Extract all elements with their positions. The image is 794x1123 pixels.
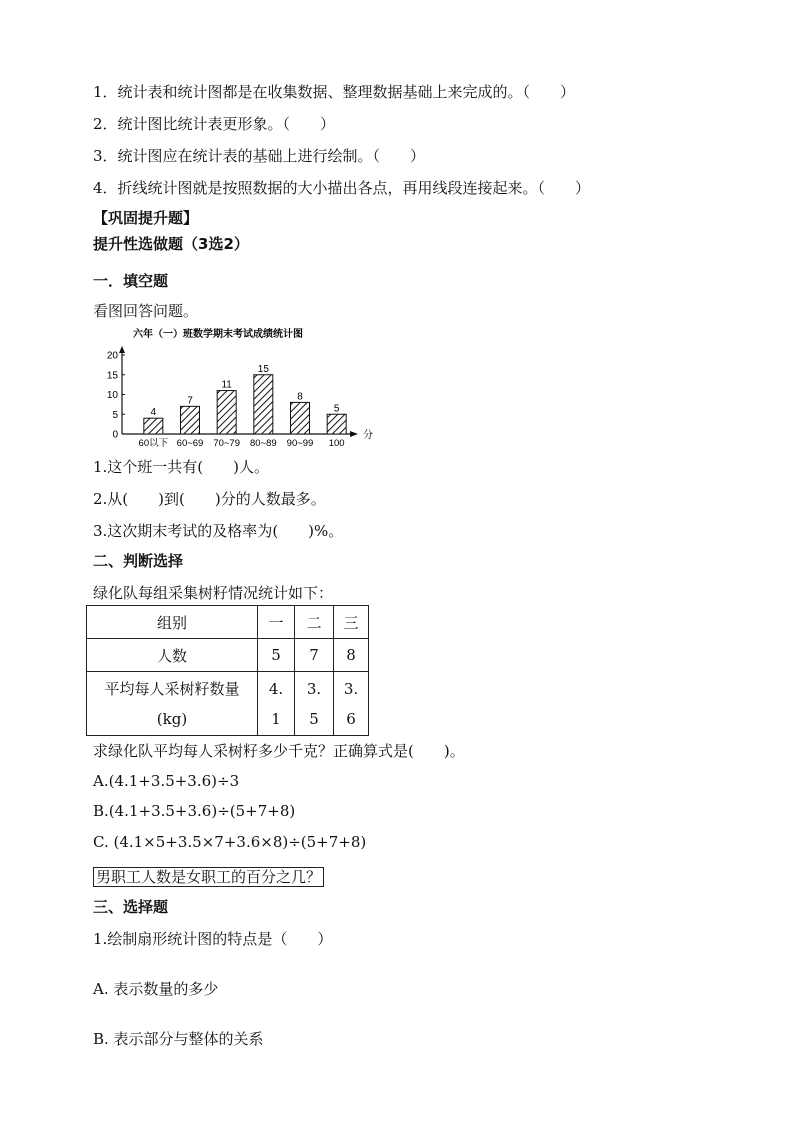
bar xyxy=(144,418,163,434)
y-tick-label: 20 xyxy=(106,350,118,362)
y-tick-label: 10 xyxy=(106,390,118,401)
section-header: 【巩固提升题】 xyxy=(93,209,199,227)
bar xyxy=(181,406,200,434)
bar-value-label: 8 xyxy=(297,391,303,403)
x-tick-label: 60以下 xyxy=(138,438,169,449)
table-cell: 8 xyxy=(334,639,369,672)
part3-option-b: B. 表示部分与整体的关系 xyxy=(93,1030,264,1048)
x-tick-label: 80~89 xyxy=(249,438,277,449)
table-cell: 7 xyxy=(295,639,334,672)
chart-title: 六年（一）班数学期末考试成绩统计图 xyxy=(133,329,303,340)
part2-option-a: A.(4.1+3.5+3.6)÷3 xyxy=(93,772,240,790)
part3-option-a: A. 表示数量的多少 xyxy=(93,980,219,998)
bar xyxy=(254,375,273,434)
part2-title: 二、判断选择 xyxy=(93,552,184,570)
table-cell-line: (kg) xyxy=(156,709,188,728)
table-row xyxy=(87,672,369,736)
y-tick-label: 15 xyxy=(106,370,118,382)
table-cell-line: 3. xyxy=(306,679,322,698)
part2-option-c: C. (4.1×5+3.5×7+3.6×8)÷(5+7+8) xyxy=(93,833,367,851)
part3-question: 1.绘制扇形统计图的特点是（ ） xyxy=(93,930,333,948)
x-axis-arrow xyxy=(350,431,358,437)
table-header-cell: 一 xyxy=(258,606,295,639)
boxed-question-text: 男职工人数是女职工的百分之几？ xyxy=(93,867,324,887)
table-row xyxy=(87,606,369,639)
judgement-item-3: 3．统计图应在统计表的基础上进行绘制。（ ） xyxy=(93,147,426,165)
table-cell-line: 5 xyxy=(309,709,319,728)
table-header-cell: 二 xyxy=(295,606,334,639)
bar-value-label: 15 xyxy=(257,363,269,375)
part3-title: 三、选择题 xyxy=(93,898,169,916)
table-cell-line: 4. xyxy=(268,679,284,698)
y-tick-label: 0 xyxy=(112,429,118,441)
judgement-item-4: 4．折线统计图就是按照数据的大小描出各点，再用线段连接起来。（ ） xyxy=(93,179,591,197)
table-cell-line: 平均每人采树籽数量 xyxy=(104,679,240,698)
part2-option-b: B.(4.1+3.5+3.6)÷(5+7+8) xyxy=(93,802,296,820)
table-cell xyxy=(295,672,334,736)
table-header-cell: 三 xyxy=(334,606,369,639)
table-cell xyxy=(258,672,295,736)
table-cell-line: 1 xyxy=(271,709,281,728)
part1-title: 一．填空题 xyxy=(93,272,169,290)
score-bar-chart xyxy=(90,322,373,452)
part1-question-1: 1.这个班一共有( )人。 xyxy=(93,458,270,476)
table-cell: 5 xyxy=(258,639,295,672)
bar xyxy=(327,414,346,434)
x-tick-label: 70~79 xyxy=(213,438,241,449)
table-cell xyxy=(87,672,258,736)
seed-table xyxy=(86,605,369,736)
table-cell xyxy=(334,672,369,736)
y-tick-label: 5 xyxy=(112,409,118,421)
judgement-item-1: 1．统计表和统计图都是在收集数据、整理数据基础上来完成的。（ ） xyxy=(93,83,576,101)
table-row xyxy=(87,639,369,672)
part1-question-2: 2.从( )到( )分的人数最多。 xyxy=(93,490,326,508)
x-tick-label: 100 xyxy=(328,438,345,449)
x-tick-label: 90~99 xyxy=(286,438,314,449)
boxed-question xyxy=(93,866,324,887)
y-axis-arrow xyxy=(119,346,125,353)
x-axis-label: 分 xyxy=(363,430,373,441)
bar-value-label: 11 xyxy=(221,379,232,391)
table-header-cell: 组别 xyxy=(87,606,258,639)
part2-intro: 绿化队每组采集树籽情况统计如下： xyxy=(93,584,334,602)
bar-value-label: 7 xyxy=(187,395,193,407)
bar xyxy=(291,402,310,434)
judgement-item-2: 2．统计图比统计表更形象。（ ） xyxy=(93,115,336,133)
table-cell-line: 6 xyxy=(346,709,356,728)
part1-intro: 看图回答问题。 xyxy=(93,302,199,320)
bar-value-label: 5 xyxy=(333,403,340,415)
section-subheader: 提升性选做题（3选2） xyxy=(93,235,249,253)
bar-value-label: 4 xyxy=(150,407,157,419)
bar xyxy=(217,391,236,434)
x-tick-label: 60~69 xyxy=(176,438,204,449)
part1-question-3: 3.这次期末考试的及格率为( )%。 xyxy=(93,522,344,540)
part2-question: 求绿化队平均每人采树籽多少千克？正确算式是( )。 xyxy=(93,742,465,760)
table-cell-line: 3. xyxy=(343,679,359,698)
table-cell: 人数 xyxy=(87,639,258,672)
